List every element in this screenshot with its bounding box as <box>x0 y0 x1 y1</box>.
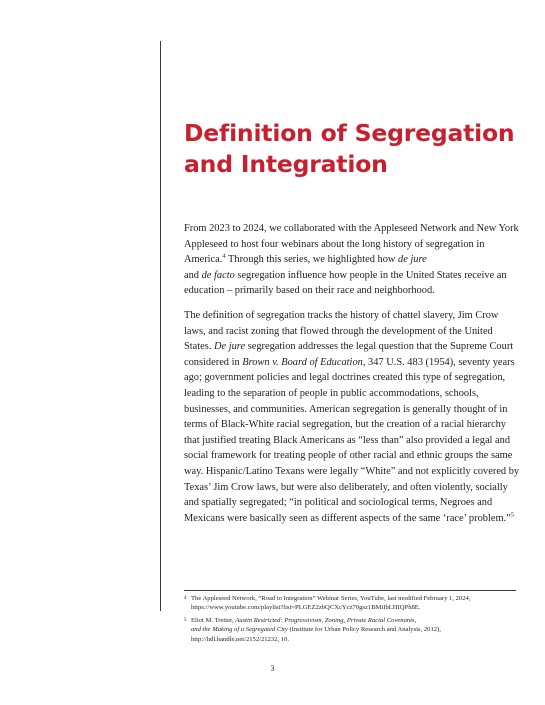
footnote-5-author: Eliot M. Tretter, <box>191 616 236 624</box>
vertical-rule <box>160 41 161 611</box>
p1-text-4: segregation influence how people in the United States receive an education – primarily based on their race and neighborhood. <box>184 269 507 297</box>
p2-text-1: The definition of segregation tracks the history of chattel slavery, Jim Crow laws, and racist zoning that flowed through the development of the United States. <box>184 309 499 353</box>
p1-italic-de-facto: de facto <box>201 269 235 281</box>
footnote-5-title-1: Austin Restricted: Progressivism, Zoning, Private Racial Covenants, <box>235 616 417 624</box>
footnote-5-number: 5 <box>184 617 187 623</box>
title-line-2: and Integration <box>184 150 388 178</box>
footnote-5 <box>184 616 524 644</box>
title-line-1: Definition of Segregation <box>184 119 515 147</box>
body-text <box>184 221 520 535</box>
p2-italic-de-jure: De jure <box>214 341 246 353</box>
p2-text-2: segregation addresses the legal question that the Supreme Court considered in <box>184 341 514 368</box>
p2-italic-case-name: Brown v. Board of Education <box>242 356 363 368</box>
footnote-4-link[interactable]: https://www.youtube.com/playlist?list=PLGEZ2zbQCXcYcz70gsz1BMiIbLHIQPh8E. <box>191 604 421 612</box>
section-title <box>184 118 514 180</box>
footnotes <box>184 594 524 647</box>
footnote-ref-4[interactable]: 4 <box>222 252 226 260</box>
footnote-5-title-2: and the Making of a Segregated City <box>191 626 288 634</box>
footnote-4 <box>184 594 524 613</box>
p1-text-1: From 2023 to 2024, we collaborated with the Appleseed Network and New York Appleseed to host four webinars about the long history of segregation in America. <box>184 223 519 266</box>
paragraph-1 <box>184 221 520 299</box>
footnote-5-publisher: (Institute for Urban Policy Research and Analysis, 2012), <box>287 626 441 634</box>
page-number: 3 <box>270 664 275 673</box>
footnote-4-line-1: The Appleseed Network, “Road to Integration” Webinar Series, YouTube, last modified February 1, 2024, <box>191 595 471 602</box>
footnote-5-link[interactable]: http://hdl.handle.net/2152/21232, 10. <box>191 635 289 643</box>
p1-italic-de-jure: de jure <box>398 254 427 266</box>
footnote-divider <box>184 590 516 591</box>
paragraph-2 <box>184 308 520 526</box>
p1-text-3: and <box>184 269 202 281</box>
p1-text-2: Through this series, we highlighted how <box>225 254 399 266</box>
p2-text-3: , 347 U.S. 483 (1954), seventy years ago; government policies and legal doctrines created this type of segregation, leading to the separation of people in public accommodations, schools, businesses, and communities. American segregation is generally thought of in terms of Black-White racial segregation, but the creation of a racial hierarchy that justified treating Black Americans as “less than” also provided a legal and social framework for treating people of other racial and ethnic groups the same way. Hispanic/Latino Texans were legally “White” and not explicitly covered by Texas’ Jim Crow laws, but were also deliberately, and often violently, socially and spatially segregated; “in political and sociological terms, Negroes and Mexicans were basically seen as different aspects of the same ‘race’ problem.” <box>184 356 520 524</box>
footnote-ref-5[interactable]: 5 <box>510 511 515 519</box>
footnote-4-number: 4 <box>184 596 187 601</box>
